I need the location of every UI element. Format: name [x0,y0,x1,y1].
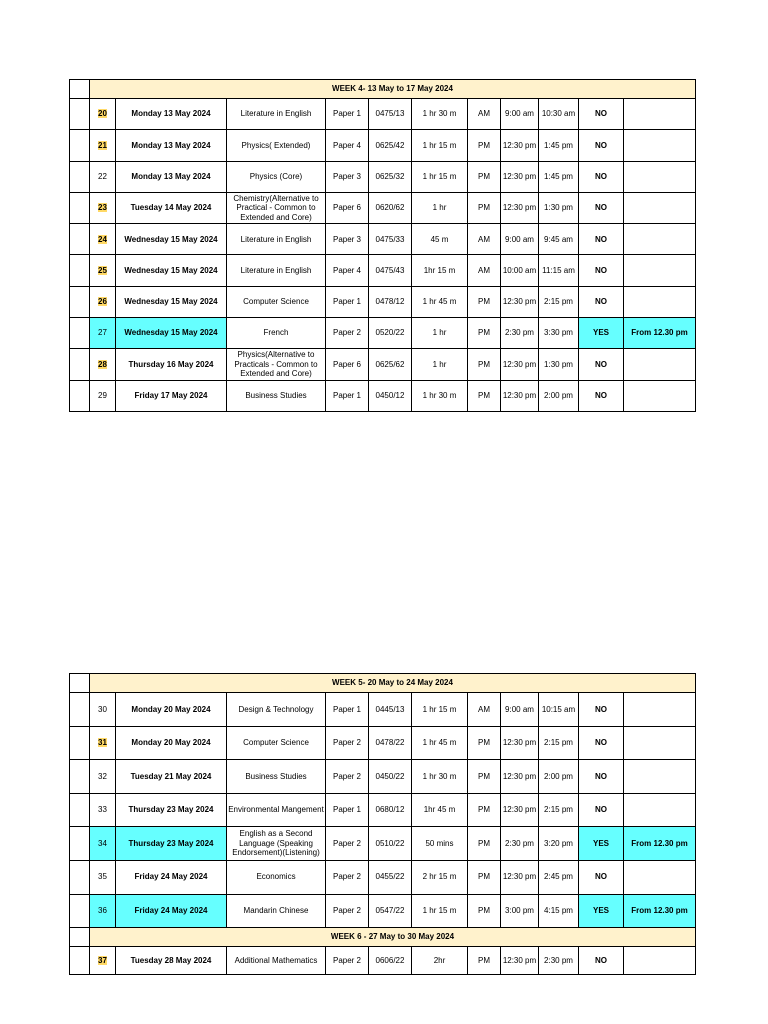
supervision-note: From 12.30 pm [624,894,696,928]
start-time: 12:30 pm [501,760,539,794]
week-header: WEEK 4- 13 May to 17 May 2024 [90,80,696,99]
extra-time: NO [579,286,624,317]
exam-number [90,286,116,317]
extra-time: YES [579,318,624,349]
blank-cell [70,192,90,223]
supervision-note [624,760,696,794]
supervision-note [624,192,696,223]
duration: 2 hr 15 m [412,860,468,894]
paper: Paper 2 [326,318,369,349]
code: 0475/43 [369,255,412,286]
end-time: 10:15 am [539,693,579,727]
session: PM [468,130,501,161]
extra-time: NO [579,860,624,894]
paper: Paper 6 [326,192,369,223]
end-time: 2:30 pm [539,947,579,975]
exam-number: 34 [90,827,116,861]
code: 0547/22 [369,894,412,928]
session: PM [468,286,501,317]
exam-date: Monday 13 May 2024 [116,161,227,192]
table-row [70,827,696,861]
code: 0478/12 [369,286,412,317]
exam-number [90,224,116,255]
table-row [70,726,696,760]
exam-date: Monday 20 May 2024 [116,726,227,760]
extra-time: NO [579,255,624,286]
paper: Paper 2 [326,947,369,975]
session: AM [468,255,501,286]
code: 0625/62 [369,349,412,380]
start-time: 12:30 pm [501,130,539,161]
end-time: 1:30 pm [539,192,579,223]
supervision-note [624,349,696,380]
blank-cell [70,255,90,286]
session: PM [468,161,501,192]
paper: Paper 2 [326,760,369,794]
start-time: 12:30 pm [501,793,539,827]
subject: Physics(Alternative to Practicals - Common to Extended and Core) [227,349,326,380]
extra-time: NO [579,161,624,192]
end-time: 2:45 pm [539,860,579,894]
session: PM [468,760,501,794]
subject: Computer Science [227,286,326,317]
blank-cell [70,349,90,380]
exam-number: 27 [90,318,116,349]
supervision-note [624,380,696,411]
table-row [70,793,696,827]
table-row [70,318,696,349]
supervision-note [624,255,696,286]
week4-timetable [69,79,696,412]
end-time: 2:15 pm [539,726,579,760]
paper: Paper 1 [326,286,369,317]
exam-date: Thursday 23 May 2024 [116,793,227,827]
start-time: 10:00 am [501,255,539,286]
start-time: 9:00 am [501,224,539,255]
exam-date: Monday 20 May 2024 [116,693,227,727]
extra-time: NO [579,130,624,161]
supervision-note: From 12.30 pm [624,318,696,349]
blank-cell [70,99,90,130]
code: 0475/13 [369,99,412,130]
exam-number [90,947,116,975]
duration: 1 hr 30 m [412,760,468,794]
week-header-row [70,80,696,99]
blank-cell [70,793,90,827]
extra-time: NO [579,99,624,130]
paper: Paper 1 [326,99,369,130]
end-time: 10:30 am [539,99,579,130]
exam-date: Wednesday 15 May 2024 [116,224,227,255]
exam-number-label: 28 [98,359,107,369]
duration: 1 hr [412,318,468,349]
session: PM [468,192,501,223]
start-time: 12:30 pm [501,726,539,760]
start-time: 12:30 pm [501,286,539,317]
session: PM [468,947,501,975]
week-header-row [70,928,696,947]
duration: 1 hr 15 m [412,693,468,727]
exam-number [90,130,116,161]
code: 0625/42 [369,130,412,161]
supervision-note [624,947,696,975]
supervision-note [624,161,696,192]
end-time: 1:45 pm [539,130,579,161]
exam-date: Thursday 23 May 2024 [116,827,227,861]
supervision-note [624,99,696,130]
extra-time: NO [579,224,624,255]
paper: Paper 1 [326,380,369,411]
end-time: 11:15 am [539,255,579,286]
exam-date: Tuesday 28 May 2024 [116,947,227,975]
extra-time: YES [579,827,624,861]
duration: 1 hr 15 m [412,130,468,161]
supervision-note [624,693,696,727]
end-time: 4:15 pm [539,894,579,928]
subject: Literature in English [227,224,326,255]
table-row [70,349,696,380]
session: PM [468,860,501,894]
session: AM [468,693,501,727]
week5-6-timetable [69,673,696,975]
blank-cell [70,760,90,794]
duration: 1 hr 45 m [412,286,468,317]
subject: Business Studies [227,760,326,794]
subject: Computer Science [227,726,326,760]
blank-cell [70,726,90,760]
exam-number: 32 [90,760,116,794]
session: PM [468,380,501,411]
extra-time: NO [579,793,624,827]
code: 0455/22 [369,860,412,894]
exam-number-label: 24 [98,234,107,244]
blank-cell [70,894,90,928]
paper: Paper 2 [326,894,369,928]
exam-date: Monday 13 May 2024 [116,130,227,161]
blank-cell [70,693,90,727]
week-header: WEEK 5- 20 May to 24 May 2024 [90,674,696,693]
paper: Paper 4 [326,130,369,161]
start-time: 12:30 pm [501,380,539,411]
extra-time: NO [579,760,624,794]
subject: Literature in English [227,255,326,286]
blank-cell [70,928,90,947]
code: 0606/22 [369,947,412,975]
supervision-note [624,726,696,760]
supervision-note: From 12.30 pm [624,827,696,861]
paper: Paper 2 [326,860,369,894]
exam-date: Friday 17 May 2024 [116,380,227,411]
start-time: 2:30 pm [501,827,539,861]
session: AM [468,224,501,255]
code: 0450/22 [369,760,412,794]
duration: 1hr 15 m [412,255,468,286]
code: 0445/13 [369,693,412,727]
paper: Paper 1 [326,793,369,827]
week-header: WEEK 6 - 27 May to 30 May 2024 [90,928,696,947]
extra-time: NO [579,192,624,223]
duration: 1 hr 30 m [412,380,468,411]
exam-number [90,255,116,286]
week-header-row [70,674,696,693]
exam-date: Monday 13 May 2024 [116,99,227,130]
blank-cell [70,286,90,317]
duration: 1 hr [412,349,468,380]
session: PM [468,726,501,760]
exam-number [90,349,116,380]
supervision-note [624,860,696,894]
exam-date: Wednesday 15 May 2024 [116,318,227,349]
session: PM [468,349,501,380]
exam-number: 35 [90,860,116,894]
paper: Paper 2 [326,726,369,760]
extra-time: NO [579,726,624,760]
code: 0450/12 [369,380,412,411]
start-time: 3:00 pm [501,894,539,928]
code: 0625/32 [369,161,412,192]
exam-number-label: 20 [98,109,107,119]
subject: Design & Technology [227,693,326,727]
exam-number: 33 [90,793,116,827]
duration: 1 hr 15 m [412,161,468,192]
blank-cell [70,224,90,255]
blank-cell [70,380,90,411]
start-time: 2:30 pm [501,318,539,349]
paper: Paper 6 [326,349,369,380]
start-time: 9:00 am [501,99,539,130]
session: PM [468,318,501,349]
session: PM [468,827,501,861]
exam-number [90,726,116,760]
exam-number-label: 26 [98,297,107,307]
table-row [70,130,696,161]
table-row [70,947,696,975]
exam-number-label: 21 [98,140,107,150]
exam-number: 22 [90,161,116,192]
code: 0475/33 [369,224,412,255]
exam-number [90,99,116,130]
subject: English as a Second Language (Speaking Endorsement)(Listening) [227,827,326,861]
subject: Physics( Extended) [227,130,326,161]
end-time: 3:30 pm [539,318,579,349]
table-row [70,192,696,223]
paper: Paper 3 [326,161,369,192]
exam-number-label: 23 [98,203,107,213]
end-time: 2:00 pm [539,760,579,794]
paper: Paper 2 [326,827,369,861]
table-row [70,224,696,255]
extra-time: NO [579,947,624,975]
table-row [70,286,696,317]
session: PM [468,793,501,827]
paper: Paper 4 [326,255,369,286]
code: 0478/22 [369,726,412,760]
subject: Environmental Mangement [227,793,326,827]
extra-time: NO [579,693,624,727]
subject: Physics (Core) [227,161,326,192]
duration: 45 m [412,224,468,255]
blank-cell [70,947,90,975]
duration: 1hr 45 m [412,793,468,827]
subject: French [227,318,326,349]
duration: 50 mins [412,827,468,861]
exam-date: Friday 24 May 2024 [116,894,227,928]
exam-date: Wednesday 15 May 2024 [116,255,227,286]
exam-number [90,192,116,223]
exam-number-label: 37 [98,955,107,965]
end-time: 2:00 pm [539,380,579,411]
paper: Paper 1 [326,693,369,727]
exam-date: Tuesday 14 May 2024 [116,192,227,223]
end-time: 3:20 pm [539,827,579,861]
blank-cell [70,161,90,192]
start-time: 12:30 pm [501,947,539,975]
duration: 1 hr 30 m [412,99,468,130]
duration: 2hr [412,947,468,975]
supervision-note [624,286,696,317]
extra-time: YES [579,894,624,928]
table-row [70,860,696,894]
session: PM [468,894,501,928]
table-row [70,255,696,286]
end-time: 9:45 am [539,224,579,255]
subject: Chemistry(Alternative to Practical - Common to Extended and Core) [227,192,326,223]
extra-time: NO [579,380,624,411]
supervision-note [624,793,696,827]
code: 0620/62 [369,192,412,223]
subject: Additional Mathematics [227,947,326,975]
table-row [70,380,696,411]
paper: Paper 3 [326,224,369,255]
end-time: 1:45 pm [539,161,579,192]
exam-date: Thursday 16 May 2024 [116,349,227,380]
code: 0520/22 [369,318,412,349]
table-row [70,693,696,727]
blank-cell [70,318,90,349]
end-time: 2:15 pm [539,793,579,827]
code: 0510/22 [369,827,412,861]
exam-number: 30 [90,693,116,727]
supervision-note [624,130,696,161]
end-time: 2:15 pm [539,286,579,317]
supervision-note [624,224,696,255]
end-time: 1:30 pm [539,349,579,380]
exam-number-label: 25 [98,265,107,275]
table-row [70,894,696,928]
exam-date: Friday 24 May 2024 [116,860,227,894]
start-time: 12:30 pm [501,349,539,380]
blank-cell [70,130,90,161]
subject: Mandarin Chinese [227,894,326,928]
duration: 1 hr 15 m [412,894,468,928]
exam-number: 29 [90,380,116,411]
start-time: 12:30 pm [501,161,539,192]
table-row [70,99,696,130]
subject: Economics [227,860,326,894]
blank-cell [70,674,90,693]
code: 0680/12 [369,793,412,827]
start-time: 12:30 pm [501,192,539,223]
exam-number-label: 31 [98,738,107,748]
blank-cell [70,827,90,861]
table-row [70,161,696,192]
start-time: 9:00 am [501,693,539,727]
start-time: 12:30 pm [501,860,539,894]
subject: Literature in English [227,99,326,130]
blank-cell [70,860,90,894]
subject: Business Studies [227,380,326,411]
exam-date: Tuesday 21 May 2024 [116,760,227,794]
session: AM [468,99,501,130]
blank-cell [70,80,90,99]
exam-number: 36 [90,894,116,928]
extra-time: NO [579,349,624,380]
duration: 1 hr 45 m [412,726,468,760]
table-row [70,760,696,794]
duration: 1 hr [412,192,468,223]
exam-date: Wednesday 15 May 2024 [116,286,227,317]
